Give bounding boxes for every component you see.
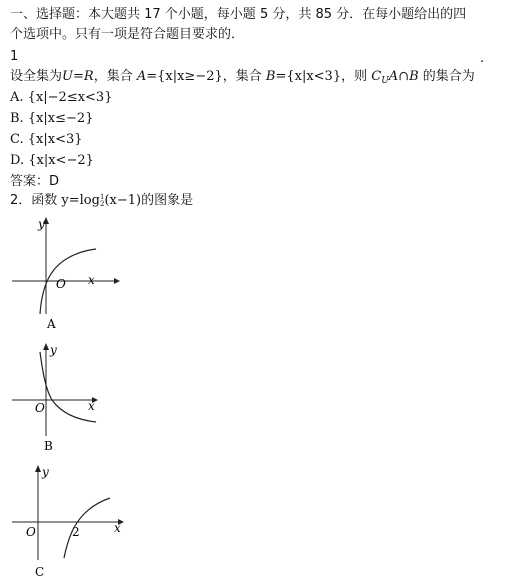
option-b-label: B.	[10, 111, 24, 126]
question-2-stem	[10, 192, 193, 210]
origin-label: O	[35, 401, 45, 415]
x-axis-label: x	[114, 521, 121, 535]
x-axis-label: x	[88, 399, 95, 413]
graph-a	[8, 214, 128, 336]
stem-complement-symbol: C	[371, 69, 382, 84]
option-c	[10, 131, 83, 149]
stem-text: 函数 y=log	[31, 193, 100, 208]
question-1-number: 1	[10, 49, 19, 64]
y-axis-label: y	[42, 465, 49, 479]
option-a-label: A.	[10, 90, 24, 105]
stem-set-b-2: B	[409, 69, 419, 84]
option-c-label: C.	[10, 132, 24, 147]
stem-text: =	[72, 69, 84, 84]
graph-c	[8, 462, 138, 582]
stem-intersection-symbol: ∩	[398, 69, 410, 84]
log-base-numerator: 1	[99, 193, 105, 201]
option-b	[10, 110, 93, 128]
graph-c-label: C	[35, 565, 45, 579]
question-1-trailing-dot: .	[480, 51, 485, 66]
stem-text: 的集合为	[418, 69, 475, 84]
stem-text: ，集合	[93, 69, 137, 84]
x-tick-label: 2	[72, 525, 80, 539]
section-header-line-1: 一、选择题：本大题共 17 个小题，每小题 5 分，共 85 分．在每小题给出的四	[10, 7, 467, 22]
option-a-text: {x|−2≤x<3}	[27, 90, 113, 105]
stem-set-a: A	[136, 69, 147, 84]
option-b-text: {x|x≤−2}	[27, 111, 94, 126]
stem-set-a-2: A	[388, 69, 399, 84]
function-curve	[64, 498, 110, 558]
option-d-label: D.	[10, 153, 25, 168]
section-header-line-2: 个选项中。只有一项是符合题目要求的．	[10, 27, 245, 42]
stem-set-b: B	[265, 69, 276, 84]
log-base-denominator: 2	[99, 200, 105, 208]
x-axis-arrow-icon	[114, 278, 120, 284]
option-d-text: {x|x<−2}	[28, 153, 94, 168]
option-c-text: {x|x<3}	[27, 132, 83, 147]
stem-set-b-def: ={x|x<3}，则	[275, 69, 372, 84]
option-a	[10, 89, 112, 107]
y-axis-arrow-icon	[35, 465, 41, 472]
stem-text: 设全集为	[10, 69, 63, 84]
origin-label: O	[56, 277, 66, 291]
x-axis-label: x	[88, 273, 95, 287]
graph-b-label: B	[44, 439, 53, 453]
stem-complement-subscript: U	[381, 76, 389, 86]
y-axis-label: y	[38, 217, 45, 231]
y-axis-arrow-icon	[43, 343, 49, 350]
stem-real-set: R	[83, 69, 94, 84]
graph-b	[8, 340, 128, 456]
stem-universal-set: U	[62, 69, 73, 84]
stem-set-a-def: ={x|x≥−2}，集合	[146, 69, 266, 84]
question-2-number: 2．	[10, 193, 32, 208]
origin-label: O	[26, 525, 36, 539]
question-1-answer: 答案：D	[10, 174, 60, 189]
option-d	[10, 152, 94, 170]
stem-text: (x−1)的图象是	[104, 193, 194, 208]
y-axis-label: y	[50, 343, 57, 357]
graph-a-label: A	[47, 317, 56, 331]
question-1-stem	[10, 68, 475, 90]
